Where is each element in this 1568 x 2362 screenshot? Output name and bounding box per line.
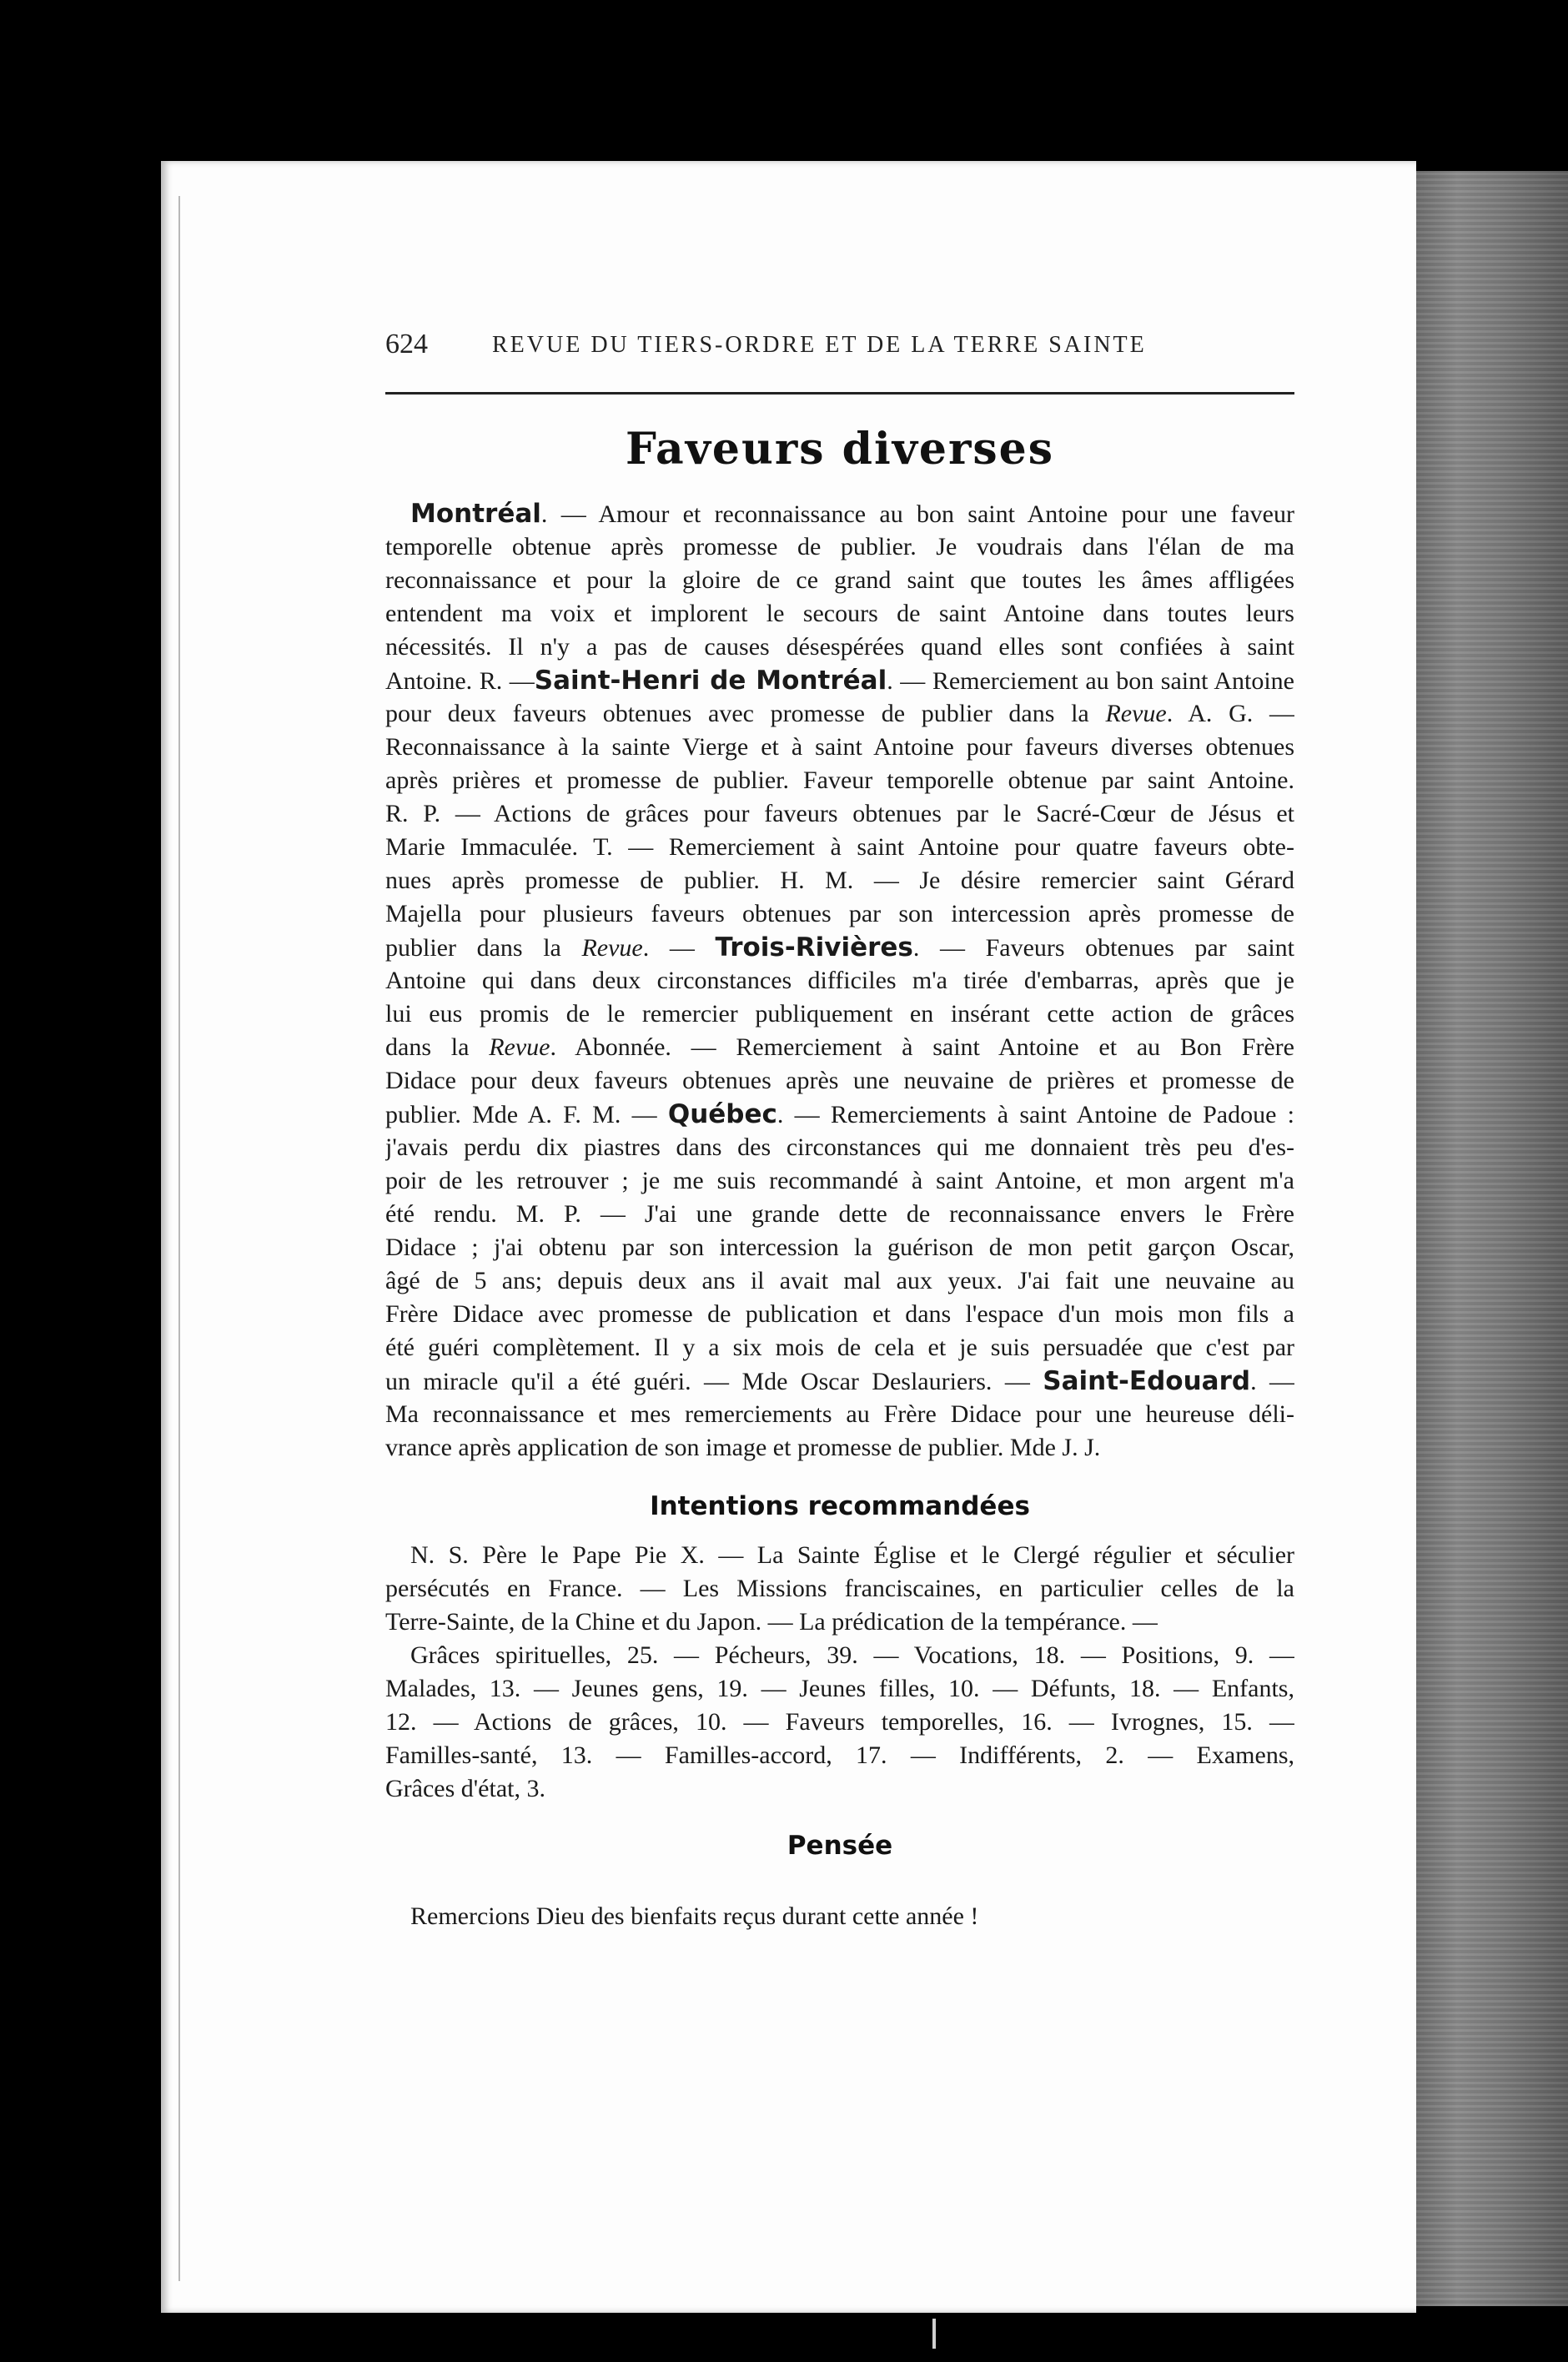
text-run: un miracle qu'il a été guéri. — Mde Oscar Deslauriers. — (385, 1368, 1043, 1395)
text-run: . — Amour et reconnaissance au bon saint Antoine pour une faveur (540, 500, 1294, 528)
text-run: Antoine. R. — (385, 667, 535, 695)
text-run: Grâces d'état, 3. (385, 1775, 545, 1802)
scan-mark (932, 2319, 936, 2349)
text-line (385, 1164, 1294, 1198)
text-line (385, 1298, 1294, 1331)
running-title: REVUE DU TIERS-ORDRE ET DE LA TERRE SAINTE (492, 332, 1147, 358)
text-line (385, 530, 1294, 564)
text-run: Antoine qui dans deux circonstances difficiles m'a tirée d'embarras, après que je (385, 967, 1294, 994)
text-run: . — Remerciements à saint Antoine de Padoue : (776, 1101, 1294, 1128)
text-run: dans la (385, 1033, 490, 1061)
text-line (385, 1606, 1294, 1639)
place-name: Québec (667, 1099, 777, 1129)
text-line (385, 1672, 1294, 1706)
text-line (385, 831, 1294, 864)
text-line (385, 764, 1294, 797)
text-run: 12. — Actions de grâces, 10. — Faveurs temporelles, 16. — Ivrognes, 15. — (385, 1708, 1294, 1736)
text-run: temporelle obtenue après promesse de publier. Je voudrais dans l'élan de ma (385, 533, 1294, 560)
text-run: Ma reconnaissance et mes remerciements au Frère Didace pour une heureuse déli- (385, 1400, 1294, 1428)
place-name: Saint-Henri de Montréal (534, 666, 887, 696)
text-line (385, 1264, 1294, 1298)
pensee-text: Remercions Dieu des bienfaits reçus durant cette année ! (410, 1902, 979, 1930)
text-run: publier dans la (385, 934, 582, 962)
text-line (385, 964, 1294, 998)
text-run: lui eus promis de le remercier publiquement en insérant cette action de grâces (385, 1000, 1294, 1028)
text-run: publier. Mde A. F. M. — (385, 1101, 668, 1128)
text-line (385, 1064, 1294, 1098)
text-run: reconnaissance et pour la gloire de ce grand saint que toutes les âmes affligées (385, 566, 1294, 594)
text-line (385, 564, 1294, 597)
text-run: R. P. — Actions de grâces pour faveurs obtenues par le Sacré-Cœur de Jésus et (385, 800, 1294, 827)
page-number: 624 (385, 329, 428, 359)
text-run: . — (642, 934, 716, 962)
text-line (385, 1364, 1294, 1398)
text-run: après prières et promesse de publier. Faveur temporelle obtenue par saint Antoine. (385, 766, 1294, 794)
text-line (385, 1131, 1294, 1164)
intentions-heading: Intentions recommandées (650, 1491, 1030, 1521)
text-line (385, 897, 1294, 931)
text-line (385, 1231, 1294, 1264)
place-name: Saint-Edouard (1043, 1366, 1251, 1396)
text-run: Familles-santé, 13. — Familles-accord, 17. — Indifférents, 2. — Examens, (385, 1741, 1294, 1769)
text-line (385, 1198, 1294, 1231)
text-run: . — (1250, 1368, 1294, 1395)
text-run: j'avais perdu dix piastres dans des circonstances qui me donnaient très peu d'es- (385, 1133, 1294, 1161)
intentions-paragraph (385, 1539, 1294, 1806)
text-run: Marie Immaculée. T. — Remerciement à saint Antoine pour quatre faveurs obte- (385, 833, 1294, 861)
text-line (385, 1639, 1294, 1672)
text-run: Reconnaissance à la sainte Vierge et à saint Antoine pour faveurs diverses obtenues (385, 733, 1294, 761)
text-line (385, 631, 1294, 664)
adjacent-page-edge (1410, 171, 1568, 2306)
italic-title: Revue (1105, 700, 1167, 727)
text-run: nues après promesse de publier. H. M. — Je désire remercier saint Gérard (385, 867, 1294, 894)
text-run: nécessités. Il n'y a pas de causes désespérées quand elles sont confiées à saint (385, 633, 1294, 661)
text-run: . A. G. — (1166, 700, 1294, 727)
text-line (385, 797, 1294, 831)
faveurs-paragraph (385, 497, 1294, 1465)
text-line (385, 931, 1294, 964)
text-line (385, 697, 1294, 731)
text-run: Malades, 13. — Jeunes gens, 19. — Jeunes filles, 10. — Défunts, 18. — Enfants, (385, 1675, 1294, 1702)
text-line (385, 864, 1294, 897)
text-line (385, 1739, 1294, 1772)
text-run: pour deux faveurs obtenues avec promesse de publier dans la (385, 700, 1106, 727)
italic-title: Revue (581, 934, 643, 962)
text-run: Didace ; j'ai obtenu par son intercession la guérison de mon petit garçon Oscar, (385, 1234, 1294, 1261)
text-line (385, 497, 1294, 530)
text-line (385, 731, 1294, 764)
header-rule (385, 392, 1294, 395)
text-line (385, 597, 1294, 631)
text-run: Terre-Sainte, de la Chine et du Japon. — La prédication de la tempérance. — (385, 1608, 1158, 1636)
place-name: Trois-Rivières (715, 932, 913, 962)
text-line (385, 1098, 1294, 1131)
text-run: entendent ma voix et implorent le secours de saint Antoine dans toutes leurs (385, 600, 1294, 627)
text-run: Frère Didace avec promesse de publication et dans l'espace d'un mois mon fils a (385, 1300, 1294, 1328)
text-line (385, 1031, 1294, 1064)
text-line (385, 998, 1294, 1031)
running-header (385, 329, 1294, 370)
text-run: Didace pour deux faveurs obtenues après une neuvaine de prières et promesse de (385, 1067, 1294, 1094)
text-run: . Abonnée. — Remerciement à saint Antoine et au Bon Frère (550, 1033, 1294, 1061)
text-line (385, 1772, 1294, 1806)
page-edge-line (178, 196, 180, 2281)
text-run: été guéri complètement. Il y a six mois de cela et je suis persuadée que c'est par (385, 1334, 1294, 1361)
text-run: Grâces spirituelles, 25. — Pécheurs, 39. — Vocations, 18. — Positions, 9. — (410, 1641, 1294, 1669)
text-run: vrance après application de son image et promesse de publier. Mde J. J. (385, 1434, 1101, 1461)
text-run: persécutés en France. — Les Missions franciscaines, en particulier celles de la (385, 1575, 1294, 1602)
text-line (385, 1331, 1294, 1364)
text-line (385, 1431, 1294, 1465)
text-run: âgé de 5 ans; depuis deux ans il avait mal aux yeux. J'ai fait une neuvaine au (385, 1267, 1294, 1294)
text-run: . — Faveurs obtenues par saint (912, 934, 1294, 962)
place-name: Montréal (410, 499, 541, 529)
text-line (385, 1572, 1294, 1606)
text-line (385, 1398, 1294, 1431)
text-run: N. S. Père le Pape Pie X. — La Sainte Église et le Clergé régulier et séculier (410, 1541, 1294, 1569)
text-line (385, 1539, 1294, 1572)
text-run: Majella pour plusieurs faveurs obtenues par son intercession après promesse de (385, 900, 1294, 927)
text-run: . — Remerciement au bon saint Antoine (887, 667, 1294, 695)
pensee-heading: Pensée (787, 1831, 893, 1861)
italic-title: Revue (489, 1033, 550, 1061)
text-run: été rendu. M. P. — J'ai une grande dette de reconnaissance envers le Frère (385, 1200, 1294, 1228)
text-line (385, 664, 1294, 697)
section-title: Faveurs diverses (625, 424, 1055, 475)
text-run: poir de les retrouver ; je me suis recommandé à saint Antoine, et mon argent m'a (385, 1167, 1294, 1194)
text-line (385, 1706, 1294, 1739)
